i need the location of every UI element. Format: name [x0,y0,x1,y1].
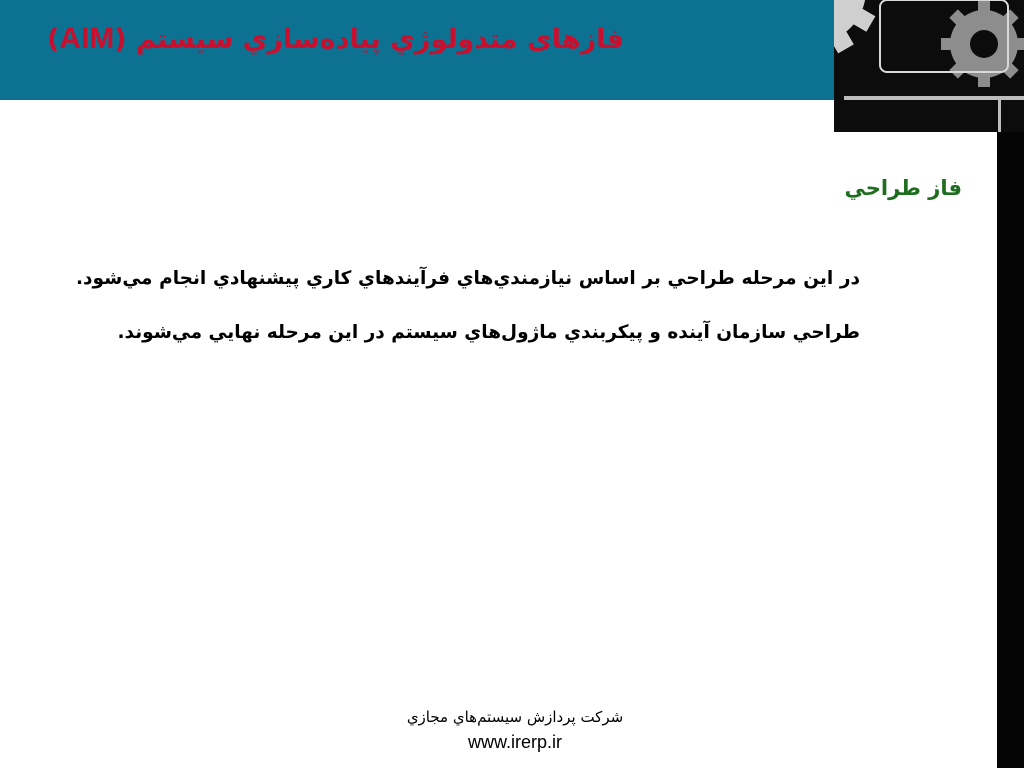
slide-title-acronym: AIM [59,22,115,55]
body-paragraph: در اين مرحله طراحي بر اساس نيازمندي‌هاي فرآيندهاي كاري پيشنهادي انجام مي‌شود. طراحي سازمان آينده و پيكربندي ماژول‌هاي سيستم در اين مرحله نهايي مي‌شوند. [76,268,860,343]
header-band [0,0,834,100]
slide-title-prefix: فازهای متدولوژي پیاده‌سازي سيستم ( [114,24,624,55]
footer-website-link[interactable]: www.irerp.ir [467,732,562,752]
gear-decoration-panel [834,0,1024,132]
footer [360,705,670,755]
section-heading: فاز طراحي [844,176,962,200]
slide-title [47,22,624,56]
footer-company-name: شركت پردازش سيستم‌هاي مجازي [406,708,624,726]
right-border-strip [997,132,1024,768]
gear-icon [834,0,1024,132]
slide-title-suffix: ) [46,24,60,55]
